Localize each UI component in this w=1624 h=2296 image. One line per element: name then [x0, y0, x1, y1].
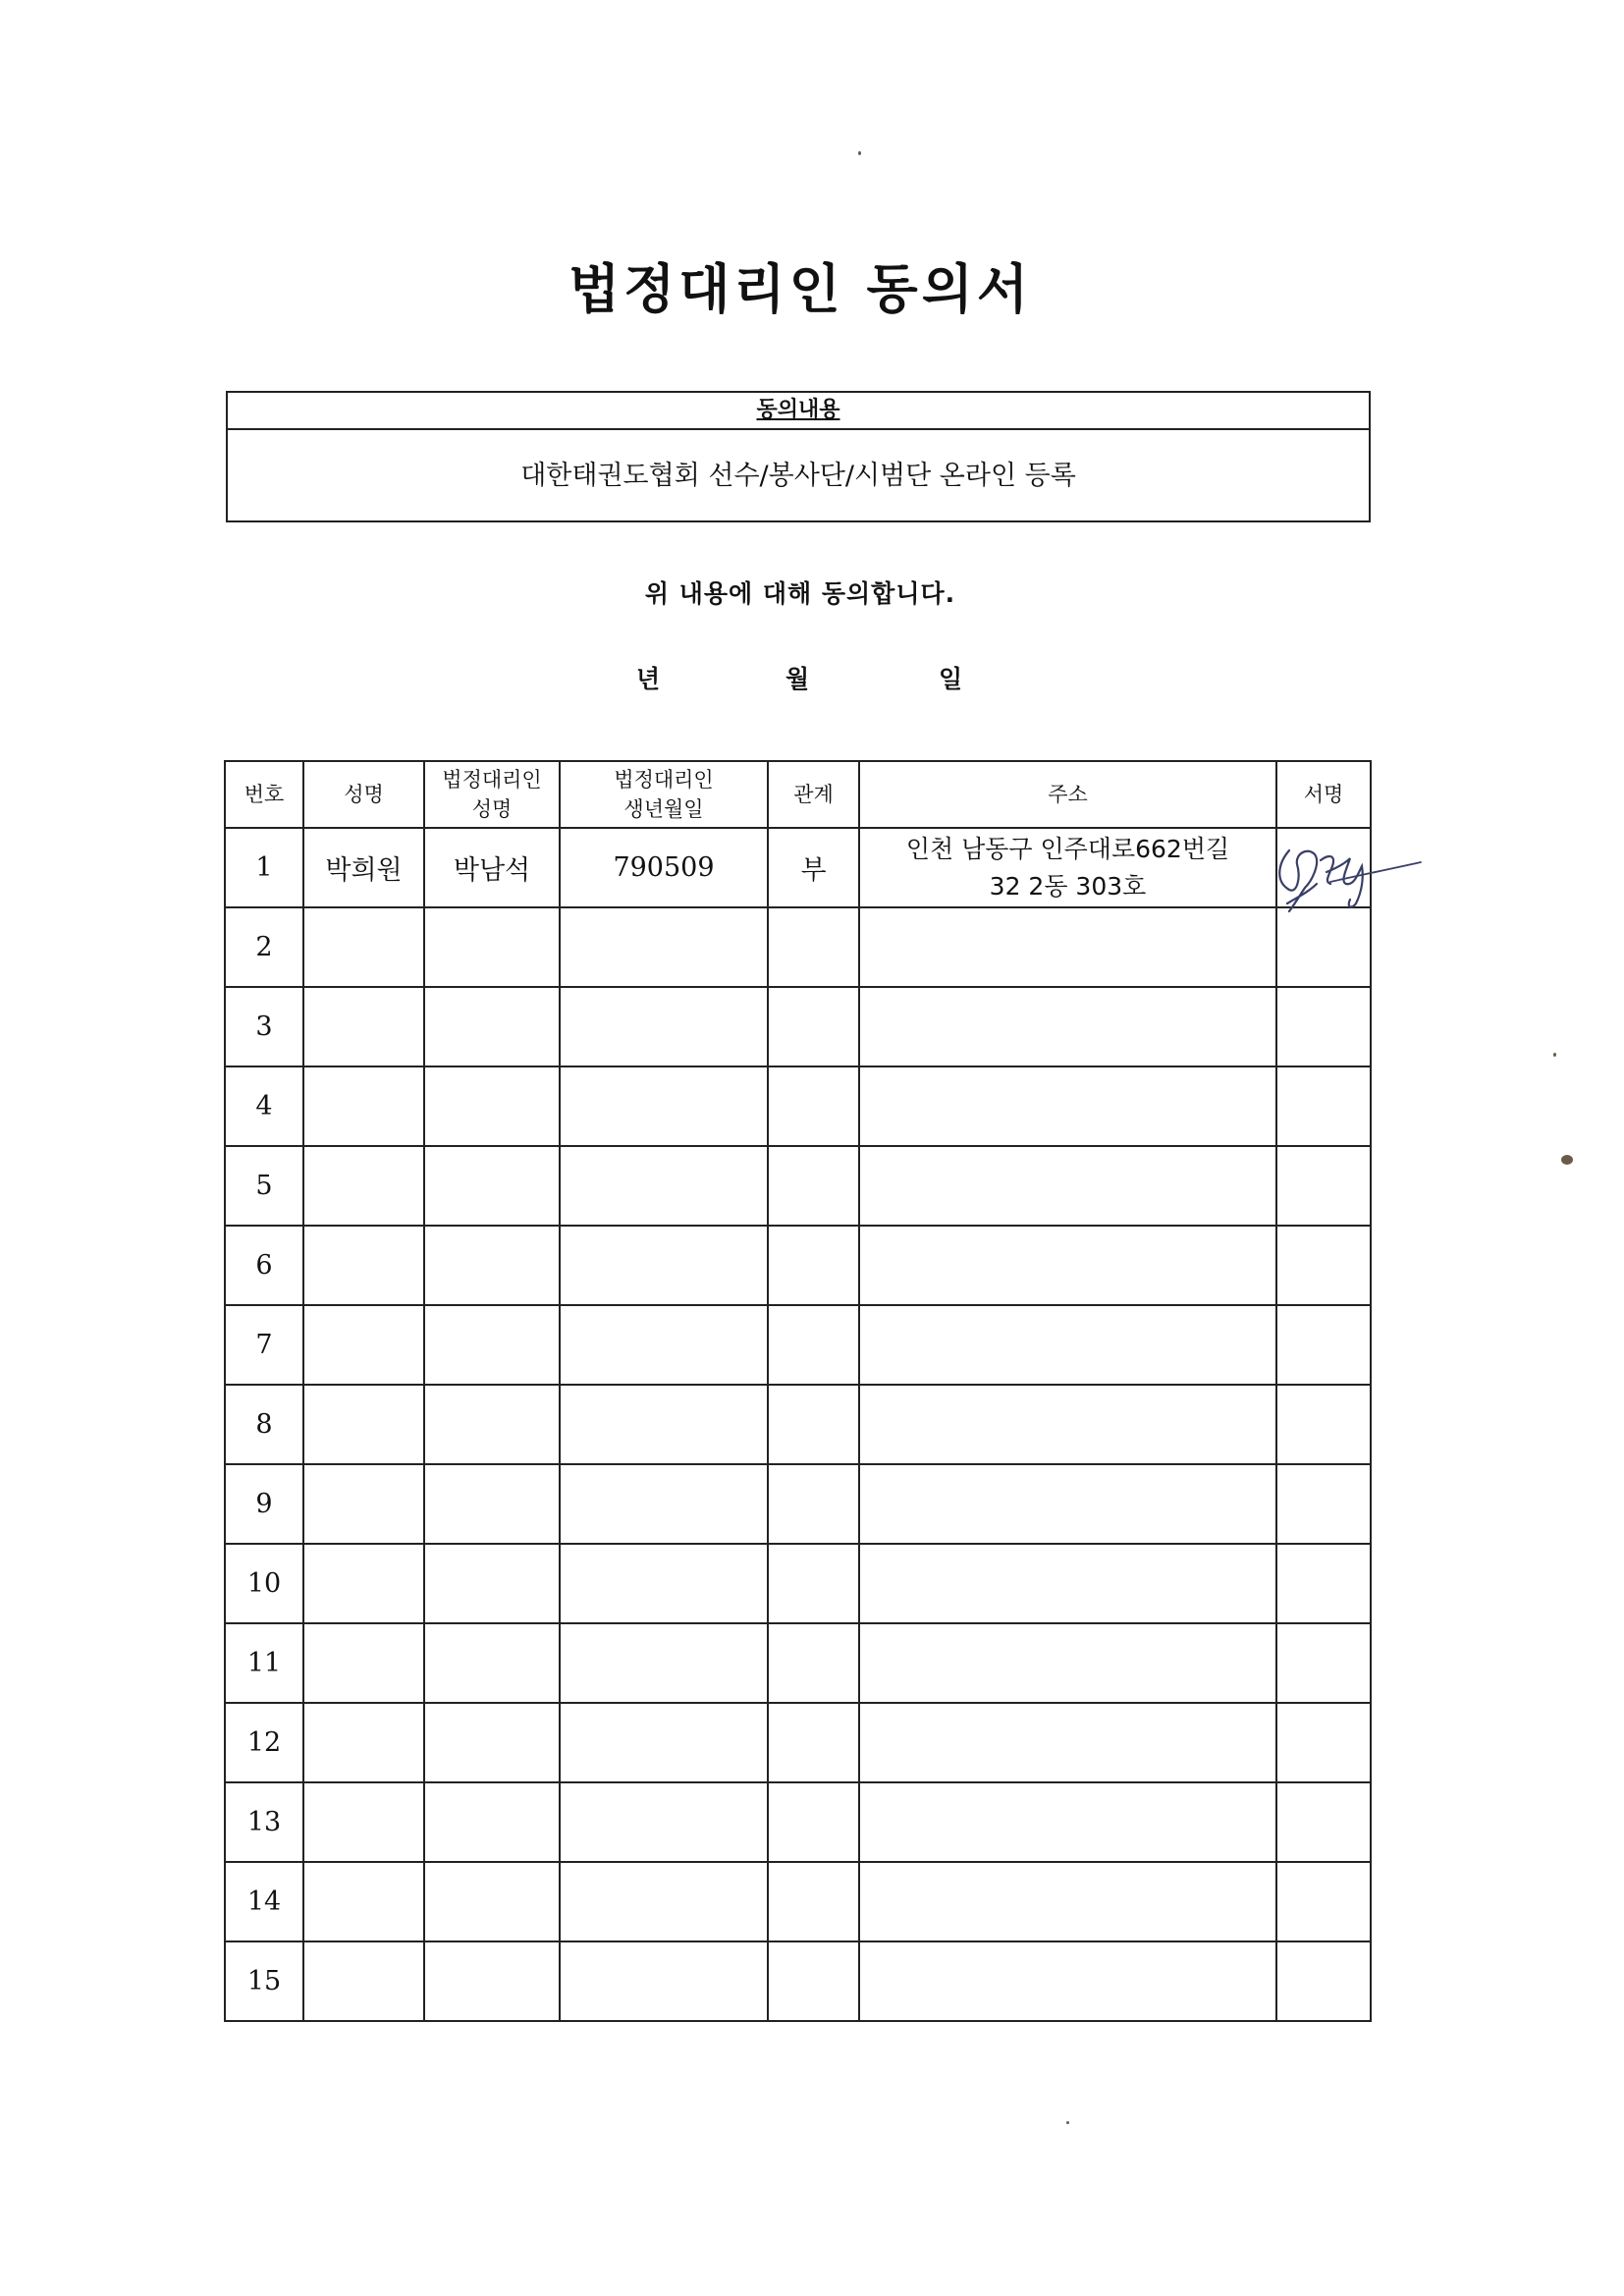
cell-signature [1276, 1544, 1371, 1623]
cell-number: 14 [225, 1862, 303, 1941]
cell-relation [768, 1623, 859, 1703]
cell-name [303, 1782, 424, 1862]
cell-guardian-birth [560, 1703, 768, 1782]
scan-speck [1066, 2121, 1069, 2124]
cell-address [859, 1305, 1276, 1385]
header-relation: 관계 [768, 761, 859, 828]
cell-name: 박희원 [303, 828, 424, 907]
cell-guardian-name [424, 1305, 560, 1385]
header-address: 주소 [859, 761, 1276, 828]
cell-relation: 부 [768, 828, 859, 907]
cell-name [303, 1623, 424, 1703]
cell-name [303, 1385, 424, 1464]
cell-relation [768, 1226, 859, 1305]
cell-guardian-birth [560, 1464, 768, 1544]
cell-relation [768, 1146, 859, 1226]
table-row [225, 828, 1371, 907]
cell-number: 15 [225, 1941, 303, 2021]
cell-address [859, 1464, 1276, 1544]
cell-guardian-birth [560, 1941, 768, 2021]
cell-guardian-birth [560, 1146, 768, 1226]
cell-signature [1276, 1385, 1371, 1464]
table-row [225, 1385, 1371, 1464]
cell-guardian-birth [560, 1305, 768, 1385]
cell-guardian-name [424, 1066, 560, 1146]
address-line-2: 32 2동 303호 [989, 871, 1147, 901]
cell-number: 12 [225, 1703, 303, 1782]
cell-signature [1276, 1862, 1371, 1941]
cell-address [859, 1146, 1276, 1226]
roster-body [225, 828, 1371, 2021]
scan-speck [858, 151, 861, 155]
cell-guardian-name: 박남석 [424, 828, 560, 907]
cell-guardian-birth [560, 1782, 768, 1862]
cell-relation [768, 1703, 859, 1782]
handwritten-signature-icon [1268, 821, 1425, 919]
header-guardian-birth: 법정대리인 생년월일 [560, 761, 768, 828]
cell-guardian-birth [560, 1862, 768, 1941]
cell-name [303, 1305, 424, 1385]
header-guardian-name: 법정대리인 성명 [424, 761, 560, 828]
cell-signature [1276, 907, 1371, 987]
cell-guardian-name [424, 1782, 560, 1862]
cell-name [303, 1703, 424, 1782]
cell-guardian-birth [560, 987, 768, 1066]
cell-number: 7 [225, 1305, 303, 1385]
cell-address [859, 1782, 1276, 1862]
scan-speck [1561, 1155, 1573, 1165]
cell-guardian-birth [560, 907, 768, 987]
cell-address [859, 1941, 1276, 2021]
cell-name [303, 1544, 424, 1623]
consent-content-box [226, 391, 1371, 522]
table-row [225, 1544, 1371, 1623]
cell-signature [1276, 1464, 1371, 1544]
cell-guardian-birth [560, 1385, 768, 1464]
cell-relation [768, 1464, 859, 1544]
cell-number: 6 [225, 1226, 303, 1305]
cell-guardian-name [424, 1623, 560, 1703]
cell-address [859, 1544, 1276, 1623]
cell-number: 13 [225, 1782, 303, 1862]
cell-relation [768, 1305, 859, 1385]
date-month-label: 월 [785, 665, 810, 693]
table-row [225, 1464, 1371, 1544]
scan-speck [1553, 1053, 1556, 1057]
table-row [225, 1862, 1371, 1941]
cell-guardian-birth [560, 1544, 768, 1623]
cell-guardian-name [424, 1941, 560, 2021]
table-row [225, 1623, 1371, 1703]
document-title: 법정대리인 동의서 [568, 258, 1033, 320]
cell-number: 9 [225, 1464, 303, 1544]
cell-guardian-name [424, 1703, 560, 1782]
date-day-label: 일 [939, 665, 963, 693]
cell-name [303, 1464, 424, 1544]
table-row [225, 1782, 1371, 1862]
cell-address [859, 1226, 1276, 1305]
cell-guardian-birth [560, 1066, 768, 1146]
cell-relation [768, 1941, 859, 2021]
cell-signature [1276, 828, 1371, 907]
cell-relation [768, 1862, 859, 1941]
cell-signature [1276, 1703, 1371, 1782]
cell-guardian-name [424, 907, 560, 987]
cell-guardian-name [424, 1862, 560, 1941]
agree-statement: 위 내용에 대해 동의합니다. [644, 579, 956, 608]
cell-address [859, 987, 1276, 1066]
cell-name [303, 987, 424, 1066]
table-row [225, 1305, 1371, 1385]
table-row [225, 1066, 1371, 1146]
cell-signature [1276, 1941, 1371, 2021]
cell-guardian-birth: 790509 [560, 828, 768, 907]
table-row [225, 1941, 1371, 2021]
table-row [225, 987, 1371, 1066]
cell-name [303, 1862, 424, 1941]
cell-name [303, 1146, 424, 1226]
table-row [225, 1703, 1371, 1782]
cell-guardian-name [424, 1464, 560, 1544]
cell-number: 4 [225, 1066, 303, 1146]
table-row [225, 1226, 1371, 1305]
header-signature: 서명 [1276, 761, 1371, 828]
cell-guardian-birth [560, 1226, 768, 1305]
cell-guardian-name [424, 1544, 560, 1623]
cell-name [303, 907, 424, 987]
cell-number: 1 [225, 828, 303, 907]
cell-guardian-name [424, 1226, 560, 1305]
cell-relation [768, 1782, 859, 1862]
consent-content-header: 동의내용 [228, 393, 1369, 430]
table-header-row [225, 761, 1371, 828]
guardian-roster-table [224, 760, 1372, 2022]
cell-number: 8 [225, 1385, 303, 1464]
cell-number: 2 [225, 907, 303, 987]
cell-number: 5 [225, 1146, 303, 1226]
date-year-label: 년 [636, 665, 661, 693]
header-number: 번호 [225, 761, 303, 828]
cell-signature [1276, 1226, 1371, 1305]
cell-guardian-name [424, 987, 560, 1066]
cell-relation [768, 987, 859, 1066]
cell-name [303, 1941, 424, 2021]
cell-name [303, 1066, 424, 1146]
table-row [225, 1146, 1371, 1226]
cell-name [303, 1226, 424, 1305]
cell-signature [1276, 1782, 1371, 1862]
cell-guardian-birth [560, 1623, 768, 1703]
cell-guardian-name [424, 1146, 560, 1226]
cell-signature [1276, 1066, 1371, 1146]
cell-address [859, 1385, 1276, 1464]
cell-relation [768, 907, 859, 987]
cell-guardian-name [424, 1385, 560, 1464]
cell-signature [1276, 1623, 1371, 1703]
cell-signature [1276, 1305, 1371, 1385]
cell-relation [768, 1385, 859, 1464]
cell-number: 10 [225, 1544, 303, 1623]
cell-relation [768, 1066, 859, 1146]
cell-address [859, 907, 1276, 987]
address-line-1: 인천 남동구 인주대로662번길 [905, 834, 1230, 863]
table-row [225, 907, 1371, 987]
cell-address [859, 1623, 1276, 1703]
consent-content-body: 대한태권도협회 선수/봉사단/시범단 온라인 등록 [520, 461, 1076, 491]
cell-relation [768, 1544, 859, 1623]
cell-address [859, 1862, 1276, 1941]
cell-number: 11 [225, 1623, 303, 1703]
cell-number: 3 [225, 987, 303, 1066]
cell-address [859, 1066, 1276, 1146]
cell-signature [1276, 987, 1371, 1066]
cell-signature [1276, 1146, 1371, 1226]
header-name: 성명 [303, 761, 424, 828]
cell-address [859, 828, 1276, 907]
cell-address [859, 1703, 1276, 1782]
